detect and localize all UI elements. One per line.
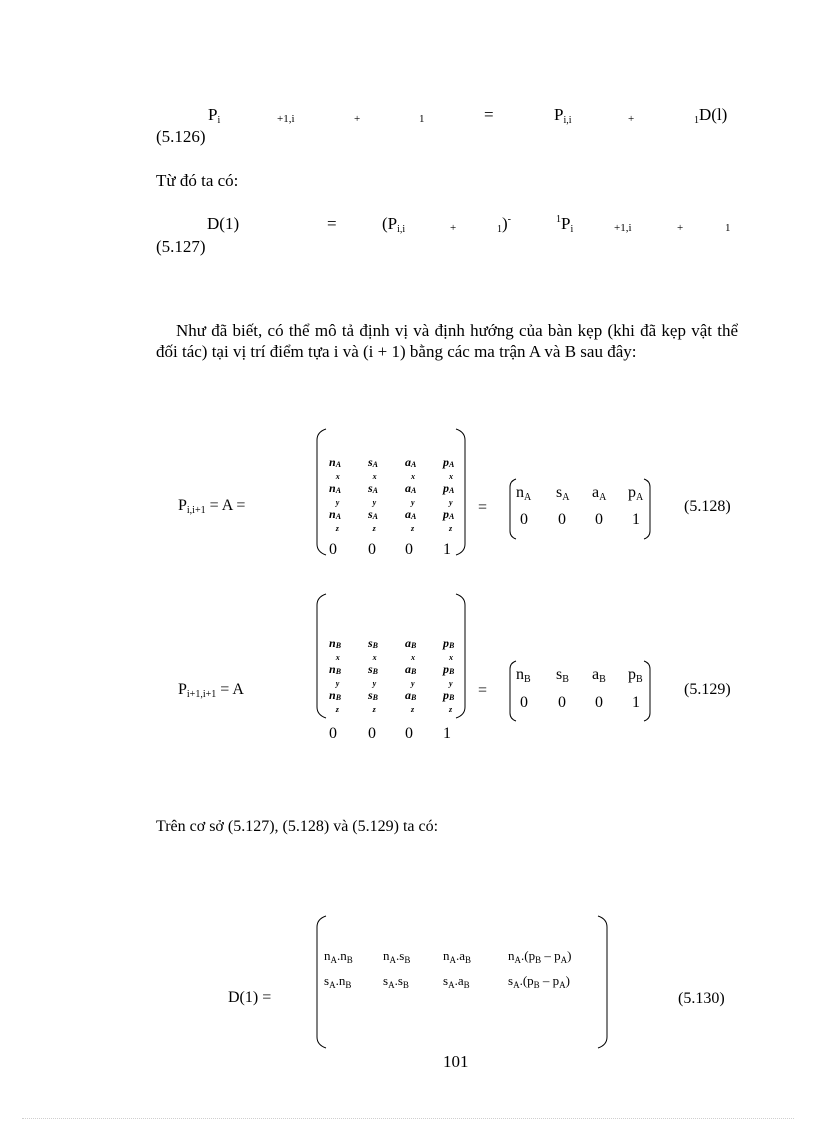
eq128-bottom-0b: 0 [368,541,376,558]
eq129-bottom-0c: 0 [405,725,413,742]
eq128-bottom-0c: 0 [405,541,413,558]
eq130-entry-r2-c4: $s_A.(p_B - p_A)$ [508,973,571,990]
eq128-bottom-1: 1 [443,541,451,558]
eq129-entry-p-x: p B x [443,636,455,662]
eq129-entry-p-y: p B y [443,662,455,688]
eq129-bottom-1: 1 [443,725,451,742]
eq128-entry-n-y: n A y [329,481,342,507]
eq127-lp: ($P_{i,i}$ [382,214,406,235]
eq129-bottom-0b: 0 [368,725,376,742]
eq129-rhs-b0: 0 [520,694,528,711]
eq128-rhs-b0: 0 [520,511,528,528]
eq126-equals: = [484,105,494,124]
eq128-rhs-b1: 0 [558,511,566,528]
eq129-entry-a-z: a B z [405,688,417,714]
eq129-entry-n-y: n B y [329,662,342,688]
eq129-entry-n-z: n B z [329,688,342,714]
eq126-plus: + [354,113,361,125]
eq129-entry-n-x: n B x [329,636,342,662]
eq127-plus: + [450,222,457,234]
eq127-equals: = [327,214,337,233]
eq129-entry-a-y: a B y [405,662,417,688]
eq129-rhs-b2: 0 [595,694,603,711]
eq130-entry-r1-c4: $n_A.(p_B - p_A)$ [508,948,572,965]
eq130-entry-r2-c3: $s_A.a_B$ [443,973,470,990]
eq128-entry-a-z: a A z [405,507,417,533]
eq128-entry-s-x: s A x [368,455,379,481]
eq129-entry-s-z: s B z [368,688,379,714]
eq129-rhs-right-bracket [642,660,652,722]
eq128-rhs-a: $a_A$ [592,484,607,503]
eq130-entry-r2-c2: $s_A.s_B$ [383,973,409,990]
eq126-sub-plus1i: +1,i [277,113,295,125]
eq128-rhs-p: $p_A$ [628,484,644,503]
eq127-plus2: + [677,222,684,234]
eq129-rhs-n: $n_B$ [516,666,531,685]
eq128-lhs: $P_{i,i+1} = A$ = [178,497,246,516]
eq126-pii: $P_{i,i}$ [554,105,572,126]
eq127-one: 1 [725,222,731,234]
eq128-entry-s-y: s A y [368,481,379,507]
eq129-rhs-a: $a_B$ [592,666,606,685]
eq129-bottom-0a: 0 [329,725,337,742]
page-number: 101 [443,1052,469,1071]
eq127-plus1i: +1,i [614,222,632,234]
eq128-entry-p-z: p A z [443,507,455,533]
eq128-entry-n-z: n A z [329,507,342,533]
eq129-number: (5.129) [684,681,731,698]
eq128-entry-a-x: a A x [405,455,417,481]
eq128-rhs-s: $s_A$ [556,484,570,503]
eq128-right-bracket [454,428,468,556]
eq130-number: (5.130) [678,990,725,1007]
eq128-entry-s-z: s A z [368,507,379,533]
eq129-entry-s-x: s B x [368,636,379,662]
eq126-number: (5.126) [156,127,206,146]
intro-line-2: Trên cơ sở (5.127), (5.128) và (5.129) ta có: [156,818,439,835]
eq128-rhs-n: $n_A$ [516,484,532,503]
eq129-rhs-b3: 1 [632,694,640,711]
eq129-rhs-s: $s_B$ [556,666,569,685]
eq128-entry-p-x: p A x [443,455,455,481]
eq127-p: $^1P_i$ [556,214,574,235]
eq126-one: 1 [419,113,425,125]
eq128-entry-a-y: a A y [405,481,417,507]
eq129-rhs-b1: 0 [558,694,566,711]
eq130-right-bracket [596,915,610,1049]
eq130-entry-r1-c2: $n_A.s_B$ [383,948,411,965]
eq130-entry-r2-c1: $s_A.n_B$ [324,973,352,990]
eq128-bottom-0a: 0 [329,541,337,558]
intro-line-1: Từ đó ta có: [156,171,239,190]
eq128-number: (5.128) [684,498,731,515]
eq129-lhs: $P_{i+1,i+1} = A$ [178,681,244,700]
eq126-plus-b: + [628,113,635,125]
eq129-entry-s-y: s B y [368,662,379,688]
eq127-d1: D(1) [207,214,240,233]
footer-divider [22,1118,794,1119]
eq129-rhs-p: $p_B$ [628,666,643,685]
eq129-equals: = [478,682,488,699]
eq128-entry-p-y: p A y [443,481,455,507]
eq129-entry-a-x: a B x [405,636,417,662]
eq126-p: $P_i$ [208,105,221,126]
eq128-equals: = [478,499,488,516]
eq127-rp: $_1$)- [497,214,512,235]
body-paragraph: Như đã biết, có thể mô tả định vị và định hướng của bàn kẹp (khi đã kẹp vật thể đối tác) tại vị trí điểm tựa i và (i + 1) bằng các ma trận A và B sau đây: [156,321,738,361]
eq128-rhs-b2: 0 [595,511,603,528]
eq129-left-bracket [314,593,328,719]
eq129-right-bracket [454,593,468,719]
eq130-entry-r1-c3: $n_A.a_B$ [443,948,472,965]
eq128-rhs-b3: 1 [632,511,640,528]
eq130-entry-r1-c1: $n_A.n_B$ [324,948,353,965]
eq128-entry-n-x: n A x [329,455,342,481]
eq130-lhs: D(1) = [228,989,272,1006]
eq128-left-bracket [314,428,328,556]
eq126-dl: $_1$D(l) [694,105,728,126]
eq129-entry-p-z: p B z [443,688,455,714]
eq127-number: (5.127) [156,237,206,256]
eq128-rhs-right-bracket [642,478,652,540]
